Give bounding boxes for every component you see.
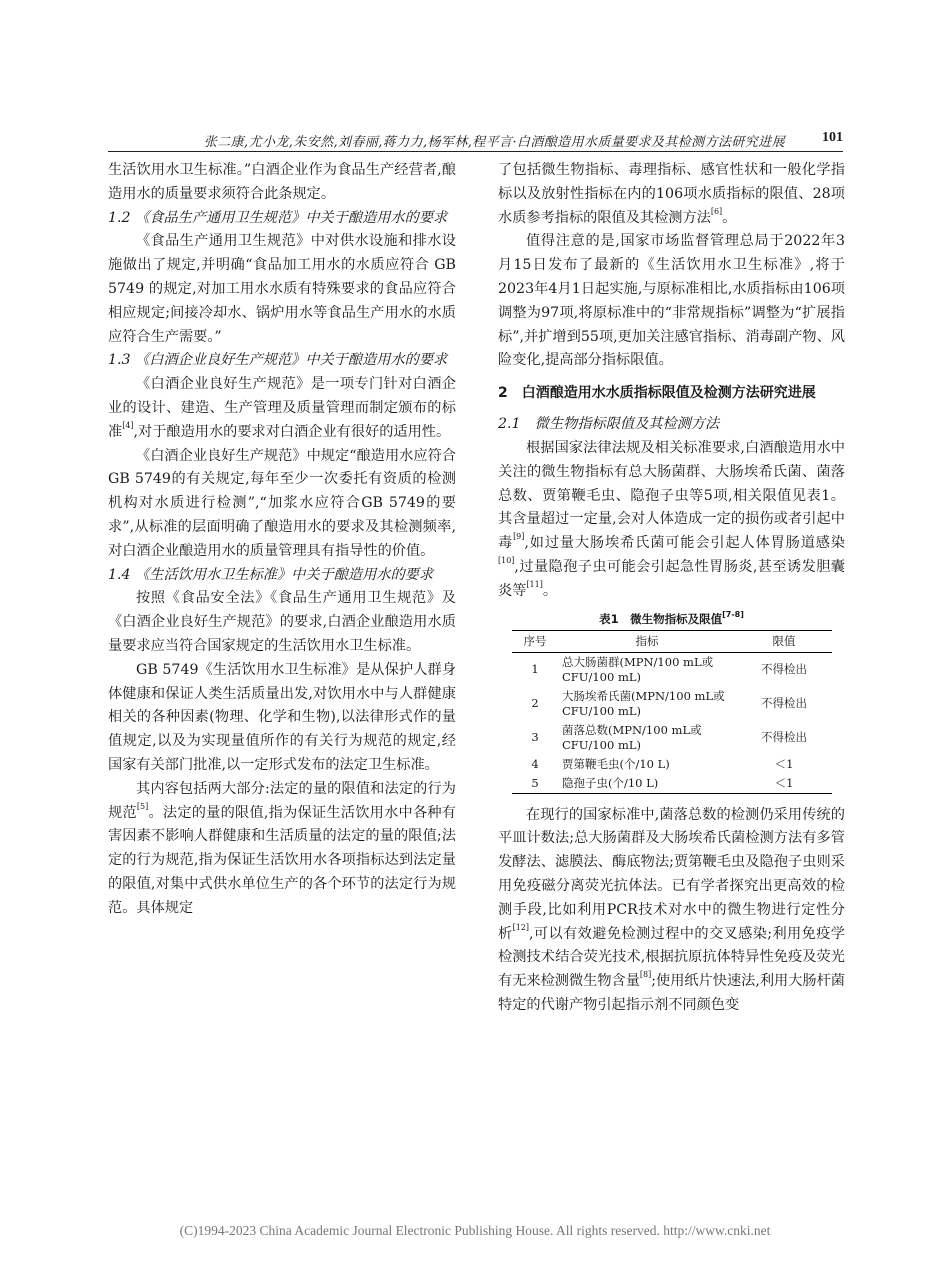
cell-indicator: 贾第鞭毛虫(个/10 L) (562, 756, 670, 771)
citation: [7-8] (722, 609, 744, 619)
paragraph-text: 了包括微生物指标、毒理指标、感官性状和一般化学指标以及放射性指标在内的106项水质指标的限值、28项水质参考指标的限值及其检测方法 (498, 162, 845, 226)
table-row (512, 755, 832, 774)
column-header-limit: 限值 (736, 630, 832, 652)
cell-no: 3 (531, 730, 539, 745)
section-heading-1-2: 1.2 《食品生产通用卫生规范》中关于酿造用水的要求 (108, 209, 448, 226)
table-caption (498, 610, 845, 628)
page-number: 101 (822, 130, 843, 145)
paragraph (498, 804, 845, 1018)
paragraph-text: 。 (722, 209, 737, 226)
paragraph-text: 在现行的国家标准中,菌落总数的检测仍采用传统的平皿计数法;总大肠菌群及大肠埃希氏菌检测方法有多管发酵法、滤膜法、酶底物法;贾第鞭毛虫及隐孢子虫则采用免疫磁分离荧光抗体法。已有学者探究出更高效的检测手段,比如利用PCR技术对水中的微生物进行定性分析 (498, 806, 845, 942)
paragraph: 《食品生产通用卫生规范》中对供水设施和排水设施做出了规定,并明确“食品加工用水的水质应符合 GB 5749 的规定,对加工用水水质有特殊要求的食品应符合相应规定;间接冷却水、锅炉用水等食品生产用水的水质应符合生产需要。” (108, 233, 456, 345)
section-heading-1-3: 1.3 《白酒企业良好生产规范》中关于酿造用水的要求 (108, 352, 448, 369)
paragraph-text: ,对于酿造用水的要求对白酒企业有很好的适用性。 (133, 423, 451, 440)
paragraph (498, 437, 845, 604)
citation: [12] (512, 922, 530, 932)
cell-indicator: 大肠埃希氏菌(MPN/100 mL或CFU/100 mL) (562, 688, 725, 718)
table-row (512, 721, 832, 755)
paragraph (108, 778, 456, 921)
table-caption-text: 表1 微生物指标及限值 (599, 611, 723, 626)
copyright-footer: (C)1994-2023 China Academic Journal Electronic Publishing House. All rights reserved. http://www.cnki.net (179, 1223, 771, 1238)
citation: [5] (136, 801, 149, 811)
microbial-limits-table (512, 630, 832, 794)
cell-no: 5 (512, 774, 558, 794)
paragraph: 生活饮用水卫生标准。”白酒企业作为食品生产经营者,酿造用水的质量要求须符合此条规定。 (108, 162, 456, 202)
paragraph-text: 。 (542, 582, 558, 599)
column-header-indicator: 指标 (558, 630, 736, 652)
paragraph-text: ,如过量大肠埃希氏菌可能会引起人体胃肠道感染 (524, 535, 845, 552)
table-row (512, 652, 832, 687)
running-head-text: 张二康,尤小龙,朱安然,刘春丽,蒋力力,杨军林,程平言·白酒酿造用水质量要求及其检测方法研究进展 (203, 135, 785, 150)
paragraph-text: ,过量隐孢子虫可能会引起急性胃肠炎,甚至诱发胆囊炎等 (498, 558, 845, 599)
paragraph-text: 根据国家法律法规及相关标准要求,白酒酿造用水中关注的微生物指标有总大肠菌群、大肠埃希氏菌、菌落总数、贾第鞭毛虫、隐孢子虫等5项,相关限值见表1。其含量超过一定量,会对人体造成一定的损伤或者引起中毒 (498, 439, 845, 552)
cell-limit: ＜1 (774, 756, 794, 771)
citation: [8] (639, 970, 652, 980)
paragraph: 值得注意的是,国家市场监督管理总局于2022年3月15日发布了最新的《生活饮用水卫生标准》,将于2023年4月1日起实施,与原标准相比,水质指标由106项调整为97项,将原标准中的“非常规指标”调整为“扩展指标”,并扩增到55项,更加关注感官指标、消毒副产物、风险变化,提高部分指标限值。 (498, 233, 845, 369)
citation: [10] (498, 555, 515, 565)
cell-limit: 不得检出 (761, 696, 807, 711)
cell-no: 2 (531, 696, 539, 711)
cell-indicator: 隐孢子虫(个/10 L) (558, 774, 736, 794)
paragraph (108, 373, 456, 444)
right-column (498, 159, 845, 1018)
paragraph (498, 159, 845, 230)
paragraph-text: 其内容包括两大部分:法定的量的限值和法定的行为规范 (108, 780, 456, 821)
section-heading-1-4: 1.4 《生活饮用水卫生标准》中关于酿造用水的要求 (108, 566, 434, 583)
cell-limit: 不得检出 (761, 730, 807, 745)
citation: [6] (710, 206, 723, 216)
left-column (108, 159, 456, 921)
cell-no: 1 (531, 662, 539, 677)
column-header-no: 序号 (512, 630, 558, 652)
section-heading-2: 2 白酒酿造用水水质指标限值及检测方法研究进展 (498, 385, 816, 402)
table-header-row (512, 630, 832, 652)
table-row (512, 687, 832, 721)
cell-no: 4 (531, 756, 539, 771)
cell-indicator: 总大肠菌群(MPN/100 mL或CFU/100 mL) (562, 654, 714, 684)
table-row (512, 774, 832, 794)
citation: [9] (513, 532, 525, 542)
spacer (498, 794, 845, 804)
paragraph-text: 。法定的量的限值,指为保证生活饮用水中各种有害因素不影响人群健康和生活质量的法定的量的限值;法定的行为规范,指为保证生活饮用水各项指标达到法定量的限值,对集中式供水单位生产的各个环节的法定行为规范。具体规定 (108, 804, 456, 916)
citation: [11] (526, 579, 543, 589)
paragraph: 《白酒企业良好生产规范》中规定“酿造用水应符合GB 5749的有关规定,每年至少一次委托有资质的检测机构对水质进行检测”,“加浆水应符合GB 5749的要求”,从标准的层面明确了酿造用水的要求及其检测频率,对白酒企业酿造用水的质量管理具有指导性的价值。 (108, 447, 456, 559)
cell-indicator: 菌落总数(MPN/100 mL或CFU/100 mL) (562, 722, 702, 752)
paragraph-text: ,可以有效避免检测过程中的交叉感染;利用免疫学检测技术结合荧光技术,根据抗原抗体特异性免疫及荧光有无来检测微生物含量 (498, 925, 845, 990)
running-header (108, 131, 843, 152)
cell-limit: ＜1 (736, 774, 832, 794)
paragraph: 按照《食品安全法》《食品生产通用卫生规范》及《白酒企业良好生产规范》的要求,白酒企业酿造用水质量要求应当符合国家规定的生活饮用水卫生标准。 (108, 590, 456, 654)
cell-limit: 不得检出 (761, 662, 807, 677)
paragraph: GB 5749《生活饮用水卫生标准》是从保护人群身体健康和保证人类生活质量出发,对饮用水中与人群健康相关的各种因素(物理、化学和生物),以法律形式作的量值规定,以及为实现量值所作的有关行为规范的规定,经国家有关部门批准,以一定形式发布的法定卫生标准。 (108, 661, 456, 773)
section-heading-2-1: 2.1 微生物指标限值及其检测方法 (498, 416, 720, 433)
paragraph-text: ;使用纸片快速法,利用大肠杆菌特定的代谢产物引起指示剂不同颜色变 (498, 973, 845, 1013)
citation: [4] (122, 420, 134, 430)
paragraph-text: 《白酒企业良好生产规范》是一项专门针对白酒企业的设计、建造、生产管理及质量管理而制定颁布的标准 (108, 376, 456, 440)
